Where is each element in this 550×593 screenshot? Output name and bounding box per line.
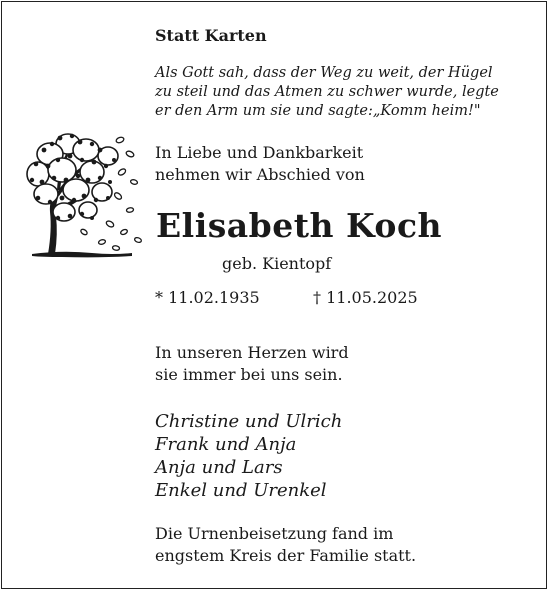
- intro-line: nehmen wir Abschied von: [155, 165, 365, 184]
- windswept-tree-icon: [22, 120, 146, 260]
- verse-line: sie immer bei uns sein.: [155, 365, 343, 384]
- obituary-card: [1, 1, 547, 589]
- verse-line: In unseren Herzen wird: [155, 343, 349, 362]
- family-member: Frank und Anja: [155, 434, 297, 455]
- poem: [155, 64, 499, 121]
- family-member: Christine und Ulrich: [155, 411, 343, 432]
- death-date: † 11.05.2025: [313, 288, 418, 307]
- memorial-verse: [155, 342, 349, 386]
- birth-name: geb. Kientopf: [222, 254, 332, 273]
- poem-line: zu steil und das Atmen zu schwer wurde, legte: [155, 84, 499, 100]
- family-member: Anja und Lars: [155, 457, 283, 478]
- note-line: engstem Kreis der Familie statt.: [155, 546, 417, 565]
- note-line: Die Urnenbeisetzung fand im: [155, 524, 394, 543]
- poem-line: Als Gott sah, dass der Weg zu weit, der Hügel: [155, 65, 493, 81]
- deceased-name: Elisabeth Koch: [156, 206, 443, 245]
- farewell-intro: [155, 142, 365, 186]
- family-member: Enkel und Urenkel: [155, 480, 327, 501]
- intro-line: In Liebe und Dankbarkeit: [155, 143, 364, 162]
- poem-line: er den Arm um sie und sagte:„Komm heim!": [155, 103, 481, 119]
- family-signatures: [155, 410, 342, 502]
- birth-date: * 11.02.1935: [155, 288, 260, 307]
- notice-heading: Statt Karten: [155, 26, 267, 45]
- burial-note: [155, 523, 416, 567]
